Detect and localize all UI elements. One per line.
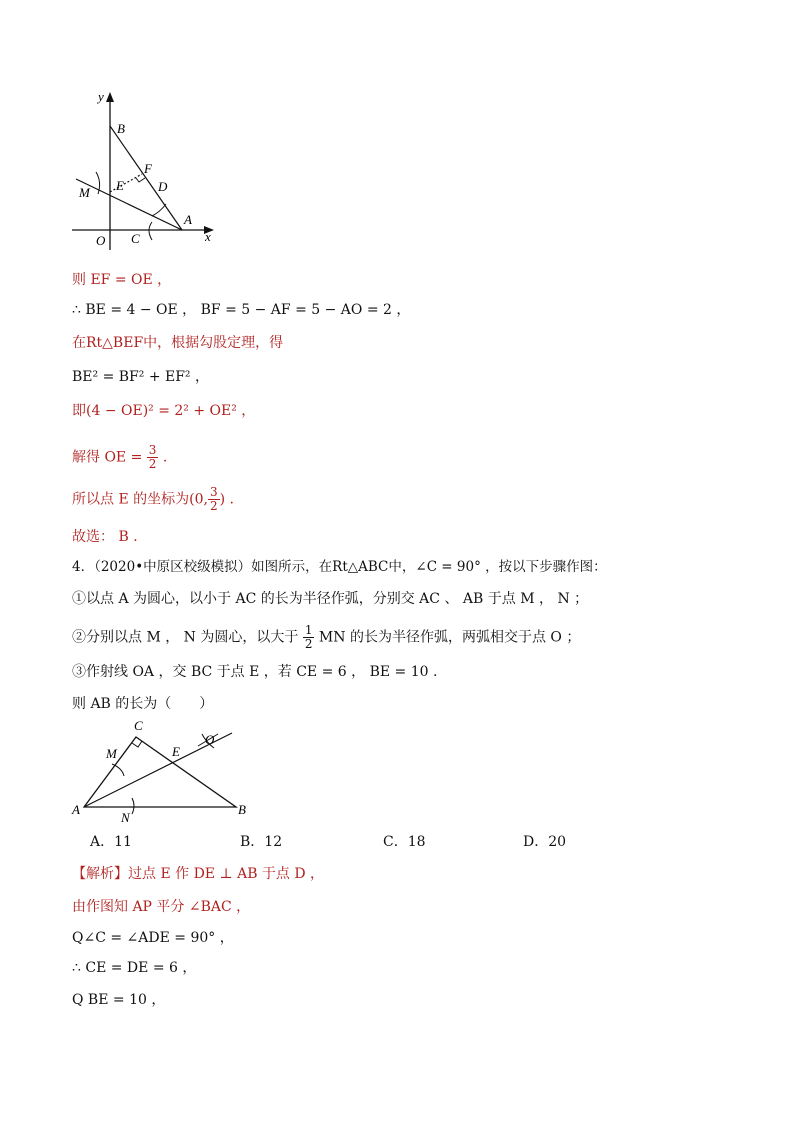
sol1-line7 bbox=[72, 486, 234, 513]
sol1-line7-post: ) . bbox=[219, 491, 234, 508]
label-o: O bbox=[96, 233, 106, 248]
sol1-line6-post: . bbox=[158, 449, 168, 466]
fraction-den: 2 bbox=[209, 499, 218, 513]
y-axis-arrow bbox=[106, 92, 114, 102]
label-a: A bbox=[72, 802, 80, 817]
sol1-line4: BE² = BF² + EF² ， bbox=[72, 369, 209, 385]
analysis-tag: 【解析】 bbox=[72, 866, 128, 882]
fraction-1-2 bbox=[303, 624, 315, 651]
q4-step3: ③作射线 OA ，交 BC 于点 E ，若 CE = 6 ， BE = 10 . bbox=[72, 664, 438, 680]
arc-c bbox=[149, 222, 152, 240]
label-y: y bbox=[98, 89, 104, 104]
option-a[interactable]: A．11 bbox=[90, 834, 132, 850]
option-c[interactable]: C．18 bbox=[383, 834, 426, 850]
sol1-line1: 则 EF = OE ， bbox=[72, 272, 172, 288]
sol2-line1-text: 过点 E 作 DE ⊥ AB 于点 D ， bbox=[128, 866, 325, 882]
label-c: C bbox=[134, 718, 143, 733]
fraction-den: 2 bbox=[304, 637, 313, 651]
sol2-line1 bbox=[72, 864, 324, 884]
sol1-line8: 故选： B . bbox=[72, 529, 138, 545]
sol1-line7-pre: 所以点 E 的坐标为(0, bbox=[72, 491, 208, 508]
sol1-line2: ∴ BE = 4 − OE ， BF = 5 − AF = 5 − AO = 2 ， bbox=[72, 302, 411, 318]
sol2-line5: Q BE = 10 ， bbox=[72, 992, 166, 1008]
q4-step2-pre: ②分别以点 M ， N 为圆心，以大于 bbox=[72, 629, 303, 646]
sol2-line3: Q∠C = ∠ADE = 90° ， bbox=[72, 930, 234, 946]
label-e: E bbox=[116, 178, 124, 193]
q4-step2 bbox=[72, 624, 580, 651]
label-a: A bbox=[184, 212, 192, 227]
fraction-num: 1 bbox=[304, 623, 313, 637]
label-o: O bbox=[205, 732, 215, 747]
q4-step1: ①以点 A 为圆心，以小于 AC 的长为半径作弧，分别交 AC 、 AB 于点 M ， N ； bbox=[72, 591, 589, 607]
label-n: N bbox=[121, 810, 130, 825]
fraction-3-2b bbox=[208, 486, 220, 513]
segment-ef bbox=[110, 174, 142, 192]
label-b: B bbox=[117, 121, 125, 136]
label-f: F bbox=[144, 161, 152, 176]
fraction-den: 2 bbox=[148, 457, 157, 471]
q4-step2-post: MN 的长为半径作弧，两弧相交于点 O ； bbox=[314, 629, 581, 646]
option-b[interactable]: B．12 bbox=[240, 834, 283, 850]
arc-m bbox=[96, 172, 100, 194]
right-angle-mark-c bbox=[132, 741, 142, 747]
fraction-num: 3 bbox=[148, 443, 157, 457]
q4-ask: 则 AB 的长为（ ） bbox=[72, 696, 214, 712]
q4-stem: 4．（2020•中原区校级模拟）如图所示，在Rt△ABC中，∠C = 90° ，按以下步骤作图： bbox=[72, 559, 607, 575]
fraction-num: 3 bbox=[209, 485, 218, 499]
arc-n bbox=[132, 798, 134, 814]
sol1-line5: 即(4 − OE)² = 2² + OE² ， bbox=[72, 403, 256, 419]
option-d[interactable]: D．20 bbox=[523, 834, 567, 850]
sol1-line6-pre: 解得 OE = bbox=[72, 449, 147, 466]
right-angle-mark bbox=[136, 178, 145, 182]
fraction-3-2 bbox=[147, 444, 159, 471]
sol1-line3: 在Rt△BEF中，根据勾股定理，得 bbox=[72, 335, 284, 351]
triangle-figure bbox=[66, 716, 256, 826]
sol2-line4: ∴ CE = DE = 6 ， bbox=[72, 960, 197, 976]
label-b: B bbox=[238, 802, 246, 817]
label-x: x bbox=[205, 229, 211, 244]
label-c: C bbox=[131, 231, 140, 246]
sol2-line2: 由作图知 AP 平分 ∠BAC ， bbox=[72, 899, 251, 915]
sol1-line6 bbox=[72, 444, 167, 471]
arc-d bbox=[152, 204, 166, 216]
label-d: D bbox=[158, 179, 168, 194]
label-m: M bbox=[79, 185, 90, 200]
label-e: E bbox=[172, 744, 180, 759]
coordinate-figure bbox=[68, 88, 228, 258]
label-m: M bbox=[106, 746, 117, 761]
